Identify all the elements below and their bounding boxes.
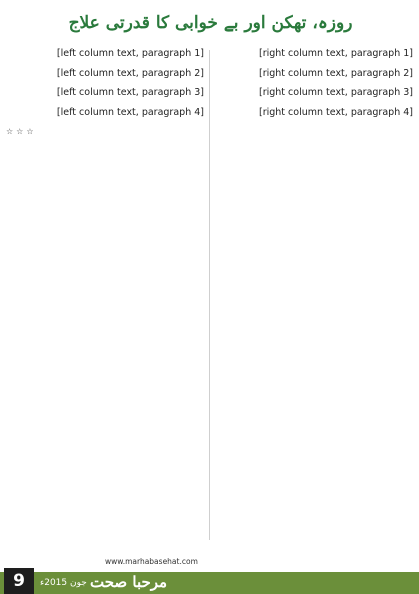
magazine-logo: مرحبا صحت	[90, 573, 168, 591]
article-column-left	[6, 46, 204, 546]
paragraph: [left column text, paragraph 3]	[56, 87, 204, 99]
paragraph: [right column text, paragraph 4]	[258, 106, 413, 118]
end-of-article-mark: ☆☆☆	[6, 127, 37, 137]
page-footer	[0, 548, 419, 594]
article-headline: روزہ، تھکن اور بے خوابی کا قدرتی علاج	[68, 13, 353, 33]
website-url[interactable]: www.marhabasehat.com	[105, 557, 198, 566]
paragraph: [left column text, paragraph 1]	[56, 48, 204, 59]
paragraph: [right column text, paragraph 3]	[258, 87, 413, 99]
article-column-right	[215, 46, 413, 546]
paragraph: [left column text, paragraph 4]	[56, 106, 204, 118]
issue-date: جون 2015ء	[40, 578, 87, 588]
paragraph: [left column text, paragraph 2]	[56, 67, 204, 79]
page-number: 9	[4, 568, 34, 594]
article-columns	[6, 46, 413, 546]
paragraph: [right column text, paragraph 2]	[258, 67, 413, 79]
paragraph: [right column text, paragraph 1]	[258, 48, 413, 59]
